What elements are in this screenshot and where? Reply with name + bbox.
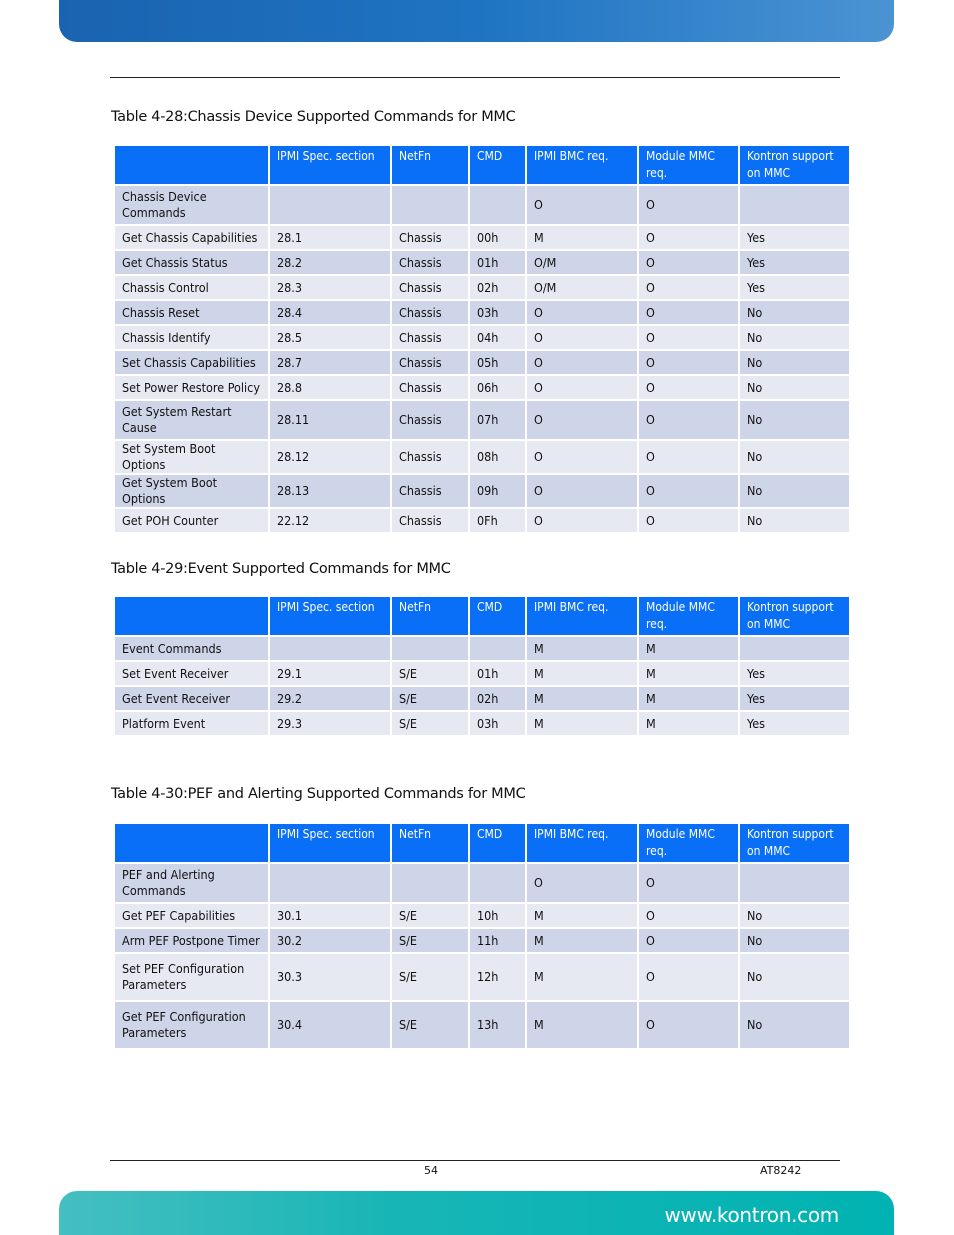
table-header-row (115, 597, 849, 635)
cell-cmd: 03h (470, 712, 525, 735)
top-banner (59, 0, 894, 42)
cell-module-mmc-req: O (639, 1002, 738, 1048)
cell-ipmi-bmc-req: M (527, 687, 637, 710)
cell-cmd (470, 864, 525, 902)
cell-netfn: S/E (392, 954, 468, 1000)
cell-kontron-support: No (740, 351, 849, 374)
table-row (115, 251, 849, 274)
cell-module-mmc-req: O (639, 509, 738, 532)
cell-kontron-support: No (740, 401, 849, 439)
cell-ipmi-spec-section: 30.2 (270, 929, 390, 952)
cell-ipmi-spec-section: 28.5 (270, 326, 390, 349)
col-header-command (115, 146, 268, 184)
cell-netfn: Chassis (392, 351, 468, 374)
cell-ipmi-bmc-req: O/M (527, 251, 637, 274)
cell-cmd: 01h (470, 251, 525, 274)
cell-netfn: S/E (392, 712, 468, 735)
cell-kontron-support: Yes (740, 662, 849, 685)
cell-netfn: Chassis (392, 226, 468, 249)
col-header-ipmi-bmc-req: IPMI BMC req. (527, 597, 637, 635)
table-row (115, 904, 849, 927)
chassis-commands-table (113, 144, 851, 534)
table-row (115, 687, 849, 710)
cell-netfn: Chassis (392, 376, 468, 399)
cell-ipmi-spec-section: 28.11 (270, 401, 390, 439)
cell-ipmi-spec-section: 30.1 (270, 904, 390, 927)
cell-netfn: Chassis (392, 509, 468, 532)
cell-kontron-support: No (740, 441, 849, 473)
cell-kontron-support: No (740, 326, 849, 349)
col-header-ipmi-bmc-req: IPMI BMC req. (527, 824, 637, 862)
col-header-kontron-support: Kontron support on MMC (740, 146, 849, 184)
cell-module-mmc-req: M (639, 662, 738, 685)
cell-command: Get Chassis Capabilities (115, 226, 268, 249)
cell-command: Set Power Restore Policy (115, 376, 268, 399)
cell-ipmi-spec-section: 29.3 (270, 712, 390, 735)
cell-kontron-support: No (740, 954, 849, 1000)
cell-cmd: 13h (470, 1002, 525, 1048)
cell-command: Chassis Reset (115, 301, 268, 324)
cell-command: Set Chassis Capabilities (115, 351, 268, 374)
cell-module-mmc-req: M (639, 712, 738, 735)
cell-command: Chassis Device Commands (115, 186, 268, 224)
table-row (115, 929, 849, 952)
cell-netfn (392, 186, 468, 224)
cell-ipmi-bmc-req: M (527, 1002, 637, 1048)
cell-ipmi-spec-section: 28.7 (270, 351, 390, 374)
cell-ipmi-bmc-req: M (527, 929, 637, 952)
cell-command: Set System Boot Options (115, 441, 268, 473)
cell-ipmi-bmc-req: O (527, 509, 637, 532)
cell-module-mmc-req: O (639, 441, 738, 473)
table-row (115, 712, 849, 735)
col-header-ipmi-spec-section: IPMI Spec. section (270, 597, 390, 635)
cell-cmd: 09h (470, 475, 525, 507)
cell-ipmi-bmc-req: M (527, 954, 637, 1000)
cell-command: Get PEF Configuration Parameters (115, 1002, 268, 1048)
cell-command: Get Chassis Status (115, 251, 268, 274)
cell-ipmi-bmc-req: O (527, 376, 637, 399)
cell-ipmi-spec-section (270, 637, 390, 660)
cell-ipmi-spec-section: 29.2 (270, 687, 390, 710)
cell-kontron-support: Yes (740, 687, 849, 710)
cell-netfn: Chassis (392, 301, 468, 324)
col-header-cmd: CMD (470, 146, 525, 184)
cell-netfn: S/E (392, 929, 468, 952)
cell-cmd (470, 186, 525, 224)
cell-netfn (392, 637, 468, 660)
cell-command: Set Event Receiver (115, 662, 268, 685)
cell-ipmi-bmc-req: M (527, 712, 637, 735)
table-row (115, 475, 849, 507)
cell-cmd: 02h (470, 276, 525, 299)
cell-ipmi-bmc-req: M (527, 637, 637, 660)
footer-rule (110, 1160, 840, 1161)
cell-netfn: S/E (392, 904, 468, 927)
cell-kontron-support: Yes (740, 276, 849, 299)
cell-ipmi-spec-section: 30.3 (270, 954, 390, 1000)
cell-module-mmc-req: M (639, 687, 738, 710)
cell-ipmi-bmc-req: O/M (527, 276, 637, 299)
cell-ipmi-spec-section: 28.8 (270, 376, 390, 399)
cell-netfn: Chassis (392, 326, 468, 349)
cell-ipmi-bmc-req: O (527, 351, 637, 374)
col-header-cmd: CMD (470, 824, 525, 862)
cell-command: PEF and Alerting Commands (115, 864, 268, 902)
col-header-ipmi-spec-section: IPMI Spec. section (270, 824, 390, 862)
table-caption: Table 4-29:Event Supported Commands for MMC (111, 561, 451, 577)
col-header-netfn: NetFn (392, 597, 468, 635)
col-header-command (115, 824, 268, 862)
cell-kontron-support: Yes (740, 251, 849, 274)
col-header-command (115, 597, 268, 635)
table-row (115, 351, 849, 374)
cell-command: Get System Restart Cause (115, 401, 268, 439)
cell-command: Get PEF Capabilities (115, 904, 268, 927)
cell-kontron-support: No (740, 376, 849, 399)
cell-cmd: 02h (470, 687, 525, 710)
cell-ipmi-spec-section: 28.2 (270, 251, 390, 274)
cell-netfn: Chassis (392, 276, 468, 299)
cell-module-mmc-req: O (639, 475, 738, 507)
cell-cmd: 0Fh (470, 509, 525, 532)
cell-ipmi-bmc-req: O (527, 326, 637, 349)
table-caption: Table 4-30:PEF and Alerting Supported Commands for MMC (111, 786, 526, 802)
col-header-kontron-support: Kontron support on MMC (740, 824, 849, 862)
cell-cmd: 12h (470, 954, 525, 1000)
cell-ipmi-bmc-req: O (527, 475, 637, 507)
col-header-ipmi-spec-section: IPMI Spec. section (270, 146, 390, 184)
col-header-ipmi-bmc-req: IPMI BMC req. (527, 146, 637, 184)
cell-ipmi-spec-section: 22.12 (270, 509, 390, 532)
table-row (115, 637, 849, 660)
cell-module-mmc-req: O (639, 276, 738, 299)
cell-cmd: 11h (470, 929, 525, 952)
page-number: 54 (424, 1164, 438, 1177)
event-commands-table (113, 595, 851, 737)
cell-cmd: 01h (470, 662, 525, 685)
cell-cmd: 06h (470, 376, 525, 399)
cell-module-mmc-req: O (639, 904, 738, 927)
cell-ipmi-spec-section: 28.4 (270, 301, 390, 324)
cell-kontron-support: Yes (740, 226, 849, 249)
cell-module-mmc-req: O (639, 326, 738, 349)
col-header-kontron-support: Kontron support on MMC (740, 597, 849, 635)
col-header-module-mmc-req: Module MMC req. (639, 146, 738, 184)
cell-command: Set PEF Configuration Parameters (115, 954, 268, 1000)
cell-command: Chassis Control (115, 276, 268, 299)
table-row (115, 1002, 849, 1048)
cell-ipmi-spec-section: 28.1 (270, 226, 390, 249)
cell-ipmi-spec-section: 29.1 (270, 662, 390, 685)
bottom-banner (59, 1191, 894, 1235)
cell-command: Get Event Receiver (115, 687, 268, 710)
cell-module-mmc-req: O (639, 864, 738, 902)
cell-ipmi-bmc-req: O (527, 301, 637, 324)
col-header-module-mmc-req: Module MMC req. (639, 597, 738, 635)
cell-netfn: S/E (392, 662, 468, 685)
cell-module-mmc-req: O (639, 186, 738, 224)
cell-kontron-support: No (740, 1002, 849, 1048)
table-row (115, 864, 849, 902)
cell-ipmi-spec-section (270, 186, 390, 224)
table-row (115, 376, 849, 399)
cell-kontron-support: No (740, 509, 849, 532)
table-row (115, 954, 849, 1000)
cell-kontron-support (740, 637, 849, 660)
cell-ipmi-bmc-req: O (527, 401, 637, 439)
cell-ipmi-spec-section: 28.3 (270, 276, 390, 299)
cell-ipmi-spec-section: 28.12 (270, 441, 390, 473)
col-header-netfn: NetFn (392, 146, 468, 184)
cell-netfn: Chassis (392, 401, 468, 439)
cell-netfn: Chassis (392, 441, 468, 473)
cell-kontron-support (740, 864, 849, 902)
cell-command: Get System Boot Options (115, 475, 268, 507)
document-id: AT8242 (760, 1164, 802, 1177)
cell-cmd: 05h (470, 351, 525, 374)
cell-kontron-support: Yes (740, 712, 849, 735)
cell-cmd: 07h (470, 401, 525, 439)
cell-cmd: 00h (470, 226, 525, 249)
cell-ipmi-bmc-req: O (527, 441, 637, 473)
cell-module-mmc-req: M (639, 637, 738, 660)
cell-kontron-support: No (740, 904, 849, 927)
cell-command: Arm PEF Postpone Timer (115, 929, 268, 952)
cell-command: Get POH Counter (115, 509, 268, 532)
cell-ipmi-bmc-req: M (527, 662, 637, 685)
table-row (115, 186, 849, 224)
cell-cmd: 04h (470, 326, 525, 349)
col-header-netfn: NetFn (392, 824, 468, 862)
cell-module-mmc-req: O (639, 954, 738, 1000)
table-row (115, 662, 849, 685)
table-row (115, 276, 849, 299)
cell-ipmi-spec-section: 28.13 (270, 475, 390, 507)
cell-module-mmc-req: O (639, 226, 738, 249)
cell-module-mmc-req: O (639, 376, 738, 399)
cell-kontron-support: No (740, 929, 849, 952)
cell-ipmi-bmc-req: M (527, 226, 637, 249)
cell-cmd: 08h (470, 441, 525, 473)
header-rule (110, 77, 840, 78)
cell-kontron-support: No (740, 301, 849, 324)
cell-command: Event Commands (115, 637, 268, 660)
cell-netfn (392, 864, 468, 902)
cell-netfn: Chassis (392, 251, 468, 274)
cell-netfn: S/E (392, 1002, 468, 1048)
table-row (115, 441, 849, 473)
cell-ipmi-spec-section (270, 864, 390, 902)
table-row (115, 301, 849, 324)
cell-module-mmc-req: O (639, 301, 738, 324)
pef-alerting-commands-table (113, 822, 851, 1050)
cell-netfn: S/E (392, 687, 468, 710)
table-row (115, 401, 849, 439)
col-header-cmd: CMD (470, 597, 525, 635)
website-link[interactable]: www.kontron.com (664, 1203, 839, 1227)
cell-cmd (470, 637, 525, 660)
table-row (115, 509, 849, 532)
cell-module-mmc-req: O (639, 251, 738, 274)
cell-kontron-support (740, 186, 849, 224)
cell-ipmi-spec-section: 30.4 (270, 1002, 390, 1048)
cell-module-mmc-req: O (639, 401, 738, 439)
cell-cmd: 10h (470, 904, 525, 927)
table-row (115, 326, 849, 349)
cell-kontron-support: No (740, 475, 849, 507)
table-row (115, 226, 849, 249)
cell-ipmi-bmc-req: O (527, 864, 637, 902)
table-header-row (115, 824, 849, 862)
cell-module-mmc-req: O (639, 351, 738, 374)
cell-command: Platform Event (115, 712, 268, 735)
cell-ipmi-bmc-req: O (527, 186, 637, 224)
cell-module-mmc-req: O (639, 929, 738, 952)
col-header-module-mmc-req: Module MMC req. (639, 824, 738, 862)
cell-ipmi-bmc-req: M (527, 904, 637, 927)
cell-netfn: Chassis (392, 475, 468, 507)
cell-cmd: 03h (470, 301, 525, 324)
table-caption: Table 4-28:Chassis Device Supported Commands for MMC (111, 109, 516, 125)
cell-command: Chassis Identify (115, 326, 268, 349)
table-header-row (115, 146, 849, 184)
